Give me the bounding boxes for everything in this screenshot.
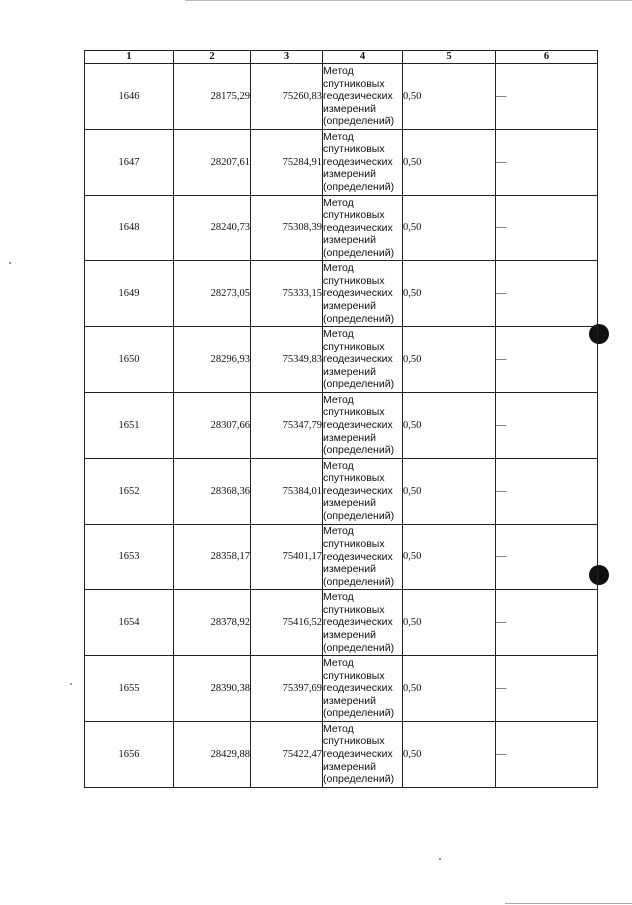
method-text-line: (определений) [323, 246, 395, 259]
method-text-line: измерений [323, 102, 376, 115]
x-coordinate-cell: 28429,88 [174, 721, 251, 787]
y-coordinate-cell: 75284,91 [251, 129, 323, 195]
point-number-cell: 1649 [85, 261, 174, 327]
scan-speck [439, 858, 441, 860]
method-text-line: измерений [323, 497, 376, 510]
scan-speck [70, 683, 72, 685]
coordinates-table [84, 50, 598, 788]
description-cell: — [496, 327, 598, 393]
method-text-line: геодезических [323, 484, 393, 497]
method-text-line: спутниковых [323, 406, 385, 419]
method-cell [323, 327, 403, 393]
method-text-line: геодезических [323, 616, 393, 629]
description-cell: — [496, 656, 598, 722]
method-text-line: измерений [323, 365, 376, 378]
method-text-line: Метод [323, 722, 354, 735]
method-text-line: геодезических [323, 90, 393, 103]
method-text-line: спутниковых [323, 603, 385, 616]
table-row [85, 656, 598, 722]
x-coordinate-cell: 28307,66 [174, 392, 251, 458]
method-text-line: геодезических [323, 748, 393, 761]
accuracy-cell: 0,50 [403, 392, 496, 458]
method-text-line: Метод [323, 130, 354, 143]
method-text-line: (определений) [323, 707, 395, 720]
column-header: 1 [85, 51, 174, 64]
method-text-line: Метод [323, 196, 354, 209]
method-text-line: Метод [323, 262, 354, 275]
y-coordinate-cell: 75416,52 [251, 590, 323, 656]
point-number-cell: 1652 [85, 458, 174, 524]
y-coordinate-cell: 75347,79 [251, 392, 323, 458]
method-text-line: измерений [323, 760, 376, 773]
method-text-line: (определений) [323, 575, 395, 588]
accuracy-cell: 0,50 [403, 64, 496, 130]
point-number-cell: 1646 [85, 64, 174, 130]
column-header: 3 [251, 51, 323, 64]
scan-speck [9, 262, 11, 264]
description-cell: — [496, 721, 598, 787]
x-coordinate-cell: 28175,29 [174, 64, 251, 130]
method-text-line: геодезических [323, 550, 393, 563]
accuracy-cell: 0,50 [403, 590, 496, 656]
description-cell: — [496, 195, 598, 261]
y-coordinate-cell: 75349,83 [251, 327, 323, 393]
table-row [85, 721, 598, 787]
x-coordinate-cell: 28358,17 [174, 524, 251, 590]
scan-edge-top [185, 0, 632, 1]
method-text-line: измерений [323, 300, 376, 313]
table-row [85, 129, 598, 195]
method-text-line: спутниковых [323, 274, 385, 287]
method-text-line: Метод [323, 591, 354, 604]
description-cell: — [496, 524, 598, 590]
method-text-line: Метод [323, 525, 354, 538]
y-coordinate-cell: 75401,17 [251, 524, 323, 590]
method-text-line: (определений) [323, 115, 395, 128]
method-text-line: (определений) [323, 378, 395, 391]
column-header: 6 [496, 51, 598, 64]
method-text-line: (определений) [323, 641, 395, 654]
table-body [85, 64, 598, 788]
method-text-line: геодезических [323, 353, 393, 366]
table-row [85, 195, 598, 261]
method-cell [323, 64, 403, 130]
table-row [85, 64, 598, 130]
column-header: 5 [403, 51, 496, 64]
description-cell: — [496, 392, 598, 458]
method-text-line: спутниковых [323, 77, 385, 90]
method-text-line: (определений) [323, 510, 395, 523]
y-coordinate-cell: 75308,39 [251, 195, 323, 261]
method-cell [323, 721, 403, 787]
method-text-line: геодезических [323, 221, 393, 234]
point-number-cell: 1655 [85, 656, 174, 722]
method-cell [323, 195, 403, 261]
accuracy-cell: 0,50 [403, 656, 496, 722]
accuracy-cell: 0,50 [403, 458, 496, 524]
description-cell: — [496, 261, 598, 327]
method-text-line: измерений [323, 694, 376, 707]
x-coordinate-cell: 28390,38 [174, 656, 251, 722]
description-cell: — [496, 590, 598, 656]
table-row [85, 327, 598, 393]
point-number-cell: 1654 [85, 590, 174, 656]
method-text-line: Метод [323, 393, 354, 406]
point-number-cell: 1647 [85, 129, 174, 195]
method-text-line: геодезических [323, 287, 393, 300]
y-coordinate-cell: 75384,01 [251, 458, 323, 524]
method-text-line: спутниковых [323, 209, 385, 222]
method-cell [323, 524, 403, 590]
method-text-line: геодезических [323, 155, 393, 168]
method-text-line: (определений) [323, 312, 395, 325]
point-number-cell: 1656 [85, 721, 174, 787]
x-coordinate-cell: 28273,05 [174, 261, 251, 327]
column-header: 2 [174, 51, 251, 64]
table-row [85, 590, 598, 656]
method-text-line: измерений [323, 168, 376, 181]
method-cell [323, 458, 403, 524]
x-coordinate-cell: 28378,92 [174, 590, 251, 656]
method-text-line: Метод [323, 459, 354, 472]
point-number-cell: 1653 [85, 524, 174, 590]
table-row [85, 261, 598, 327]
method-text-line: спутниковых [323, 340, 385, 353]
method-text-line: спутниковых [323, 538, 385, 551]
method-text-line: измерений [323, 629, 376, 642]
method-text-line: измерений [323, 234, 376, 247]
method-text-line: Метод [323, 64, 354, 77]
point-number-cell: 1651 [85, 392, 174, 458]
y-coordinate-cell: 75333,15 [251, 261, 323, 327]
x-coordinate-cell: 28368,36 [174, 458, 251, 524]
method-text-line: измерений [323, 563, 376, 576]
accuracy-cell: 0,50 [403, 524, 496, 590]
method-text-line: спутниковых [323, 472, 385, 485]
y-coordinate-cell: 75397,69 [251, 656, 323, 722]
description-cell: — [496, 458, 598, 524]
accuracy-cell: 0,50 [403, 261, 496, 327]
scan-edge-bottom [505, 903, 632, 904]
method-text-line: спутниковых [323, 143, 385, 156]
method-text-line: геодезических [323, 419, 393, 432]
accuracy-cell: 0,50 [403, 327, 496, 393]
point-number-cell: 1650 [85, 327, 174, 393]
x-coordinate-cell: 28296,93 [174, 327, 251, 393]
point-number-cell: 1648 [85, 195, 174, 261]
table-row [85, 458, 598, 524]
method-text-line: (определений) [323, 444, 395, 457]
method-cell [323, 261, 403, 327]
method-text-line: Метод [323, 328, 354, 341]
method-text-line: спутниковых [323, 735, 385, 748]
x-coordinate-cell: 28207,61 [174, 129, 251, 195]
accuracy-cell: 0,50 [403, 195, 496, 261]
method-text-line: спутниковых [323, 669, 385, 682]
method-text-line: (определений) [323, 773, 395, 786]
y-coordinate-cell: 75260,83 [251, 64, 323, 130]
method-cell [323, 590, 403, 656]
table-header-row [85, 51, 598, 64]
method-text-line: (определений) [323, 181, 395, 194]
accuracy-cell: 0,50 [403, 129, 496, 195]
column-header: 4 [323, 51, 403, 64]
table-row [85, 392, 598, 458]
x-coordinate-cell: 28240,73 [174, 195, 251, 261]
method-cell [323, 656, 403, 722]
method-text-line: геодезических [323, 682, 393, 695]
method-text-line: измерений [323, 431, 376, 444]
method-text-line: Метод [323, 657, 354, 670]
description-cell: — [496, 64, 598, 130]
description-cell: — [496, 129, 598, 195]
accuracy-cell: 0,50 [403, 721, 496, 787]
method-cell [323, 392, 403, 458]
method-cell [323, 129, 403, 195]
table-row [85, 524, 598, 590]
y-coordinate-cell: 75422,47 [251, 721, 323, 787]
